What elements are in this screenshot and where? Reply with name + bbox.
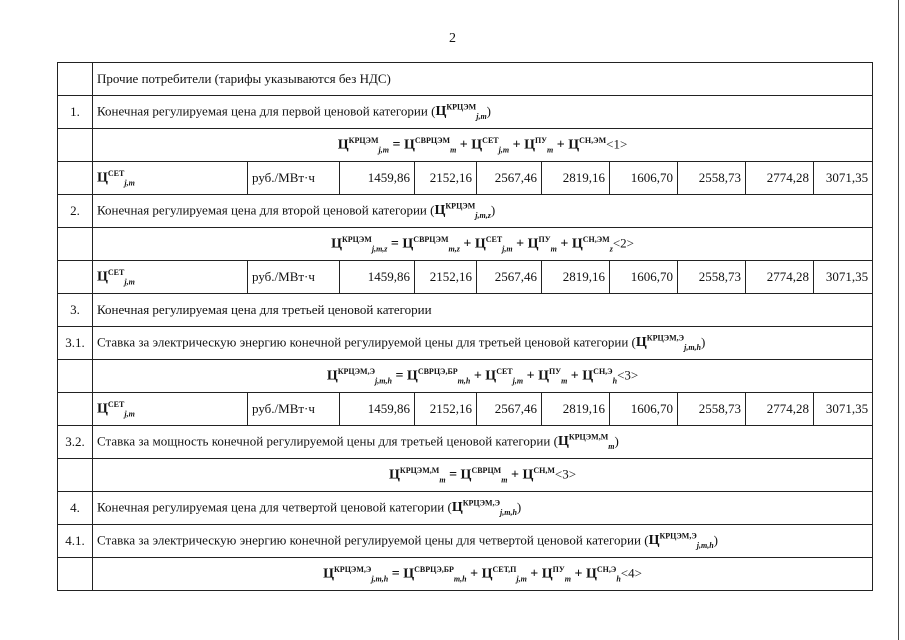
value-cell: 2558,73 (678, 162, 746, 195)
number-cell (58, 261, 93, 294)
price-symbol: $Ц^{КРЦЭМ,Э}_{j,m,h}$ (451, 498, 517, 518)
row-symbol: $Ц^{СЕТ}_{j,m}$ (93, 162, 248, 195)
value-cell: 3071,35 (814, 162, 873, 195)
description-text: Ставка за электрическую энергию конечной регулируемой цены для четвертой ценовой категории ( (97, 532, 649, 548)
formula: $Ц^{КРЦЭМ}_{j,m,z} = Ц^{СВРЦЭМ}_{m,z} + Ц^{СЕТ}_{j,m} + Ц^{ПУ}_m + Ц^{СН,ЭМ}_z<2>$ (93, 228, 873, 261)
section-row-3 (58, 294, 873, 327)
section-description: Ставка за мощность конечной регулируемой цены для третьей ценовой категории $(Ц^{КРЦЭМ,М}_m)$ (93, 426, 873, 459)
value-cell: 2774,28 (746, 162, 814, 195)
description-text: Конечная регулируемая цена для первой ценовой категории ( (97, 103, 436, 119)
number-cell (58, 558, 93, 591)
value-cell: 2819,16 (542, 393, 610, 426)
value-cell: 2567,46 (477, 162, 542, 195)
value-cell: 1459,86 (340, 261, 415, 294)
description-text: Ставка за мощность конечной регулируемой цены для третьей ценовой категории ( (97, 433, 558, 449)
section-row-3-2 (58, 426, 873, 459)
section-row-1 (58, 96, 873, 129)
price-symbol: $Ц^{КРЦЭМ,М}_m$ (557, 432, 615, 452)
section-description: Конечная регулируемая цена для третьей ценовой категории (93, 294, 873, 327)
number-cell (58, 393, 93, 426)
formula: $Ц^{КРЦЭМ,М}_m = Ц^{СВРЦМ}_m + Ц^{СН,М}<3>$ (93, 459, 873, 492)
values-row-2 (58, 261, 873, 294)
value-cell: 1606,70 (610, 393, 678, 426)
section-number: 3. (58, 294, 93, 327)
value-cell: 2558,73 (678, 261, 746, 294)
section-description: Ставка за электрическую энергию конечной регулируемой цены для третьей ценовой категории $(Ц^{КРЦЭМ,Э}_{j,m,h})$ (93, 327, 873, 360)
section-row-4-1 (58, 525, 873, 558)
values-row-1 (58, 162, 873, 195)
section-description: Конечная регулируемая цена для первой ценовой категории $(Ц^{КРЦЭМ}_{j,m})$ (93, 96, 873, 129)
number-cell (58, 63, 93, 96)
row-symbol: $Ц^{СЕТ}_{j,m}$ (93, 393, 248, 426)
price-symbol: $Ц^{КРЦЭМ}_{j,m}$ (435, 102, 487, 122)
section-number: 4.1. (58, 525, 93, 558)
value-cell: 1459,86 (340, 393, 415, 426)
unit-cell: руб./МВт·ч (248, 393, 340, 426)
value-cell: 2567,46 (477, 393, 542, 426)
value-cell: 2567,46 (477, 261, 542, 294)
value-cell: 1606,70 (610, 261, 678, 294)
section-number: 3.2. (58, 426, 93, 459)
header-row (58, 63, 873, 96)
formula: $Ц^{КРЦЭМ,Э}_{j,m,h} = Ц^{СВРЦЭ,БР}_{m,h} + Ц^{СЕТ}_{j,m} + Ц^{ПУ}_m + Ц^{СН,Э}_h<3>$ (93, 360, 873, 393)
unit-cell: руб./МВт·ч (248, 261, 340, 294)
description-text: Конечная регулируемая цена для второй ценовой категории ( (97, 202, 435, 218)
formula-row-3-1 (58, 360, 873, 393)
section-description: Конечная регулируемая цена для четвертой ценовой категории $(Ц^{КРЦЭМ,Э}_{j,m,h})$ (93, 492, 873, 525)
description-text: Конечная регулируемая цена для четвертой ценовой категории ( (97, 499, 452, 515)
section-row-2 (58, 195, 873, 228)
value-cell: 2774,28 (746, 261, 814, 294)
section-description: Конечная регулируемая цена для второй ценовой категории $(Ц^{КРЦЭМ}_{j,m,z})$ (93, 195, 873, 228)
value-cell: 2152,16 (415, 393, 477, 426)
values-row-3-1 (58, 393, 873, 426)
formula-row-1 (58, 129, 873, 162)
formula-row-4-1 (58, 558, 873, 591)
value-cell: 2152,16 (415, 162, 477, 195)
tariff-table (57, 62, 873, 591)
price-symbol: $Ц^{КРЦЭМ,Э}_{j,m,h}$ (635, 333, 701, 353)
value-cell: 1459,86 (340, 162, 415, 195)
value-cell: 2819,16 (542, 162, 610, 195)
formula-row-3-2 (58, 459, 873, 492)
value-cell: 3071,35 (814, 393, 873, 426)
value-cell: 1606,70 (610, 162, 678, 195)
header-text: Прочие потребители (тарифы указываются без НДС) (93, 63, 873, 96)
page-number: 2 (449, 31, 456, 46)
value-cell: 3071,35 (814, 261, 873, 294)
value-cell: 2558,73 (678, 393, 746, 426)
number-cell (58, 360, 93, 393)
row-symbol: $Ц^{СЕТ}_{j,m}$ (93, 261, 248, 294)
value-cell: 2819,16 (542, 261, 610, 294)
formula: $Ц^{КРЦЭМ}_{j,m} = Ц^{СВРЦЭМ}_m + Ц^{СЕТ}_{j,m} + Ц^{ПУ}_m + Ц^{СН,ЭМ}<1>$ (93, 129, 873, 162)
section-number: 3.1. (58, 327, 93, 360)
page-edge-line (898, 0, 899, 640)
formula: $Ц^{КРЦЭМ,Э}_{j,m,h} = Ц^{СВРЦЭ,БР}_{m,h} + Ц^{СЕТ,П}_{j,m} + Ц^{ПУ}_m + Ц^{СН,Э}_h<4>$ (93, 558, 873, 591)
formula-row-2 (58, 228, 873, 261)
value-cell: 2152,16 (415, 261, 477, 294)
section-number: 1. (58, 96, 93, 129)
price-symbol: $Ц^{КРЦЭМ}_{j,m,z}$ (434, 201, 491, 221)
section-row-4 (58, 492, 873, 525)
section-row-3-1 (58, 327, 873, 360)
value-cell: 2774,28 (746, 393, 814, 426)
price-symbol: $Ц^{КРЦЭМ,Э}_{j,m,h}$ (648, 531, 714, 551)
number-cell (58, 459, 93, 492)
unit-cell: руб./МВт·ч (248, 162, 340, 195)
section-number: 4. (58, 492, 93, 525)
section-number: 2. (58, 195, 93, 228)
number-cell (58, 162, 93, 195)
number-cell (58, 129, 93, 162)
section-description: Ставка за электрическую энергию конечной регулируемой цены для четвертой ценовой категории $(Ц^{КРЦЭМ,Э}_{j,m,h})$ (93, 525, 873, 558)
number-cell (58, 228, 93, 261)
description-text: Ставка за электрическую энергию конечной регулируемой цены для третьей ценовой категории ( (97, 334, 636, 350)
